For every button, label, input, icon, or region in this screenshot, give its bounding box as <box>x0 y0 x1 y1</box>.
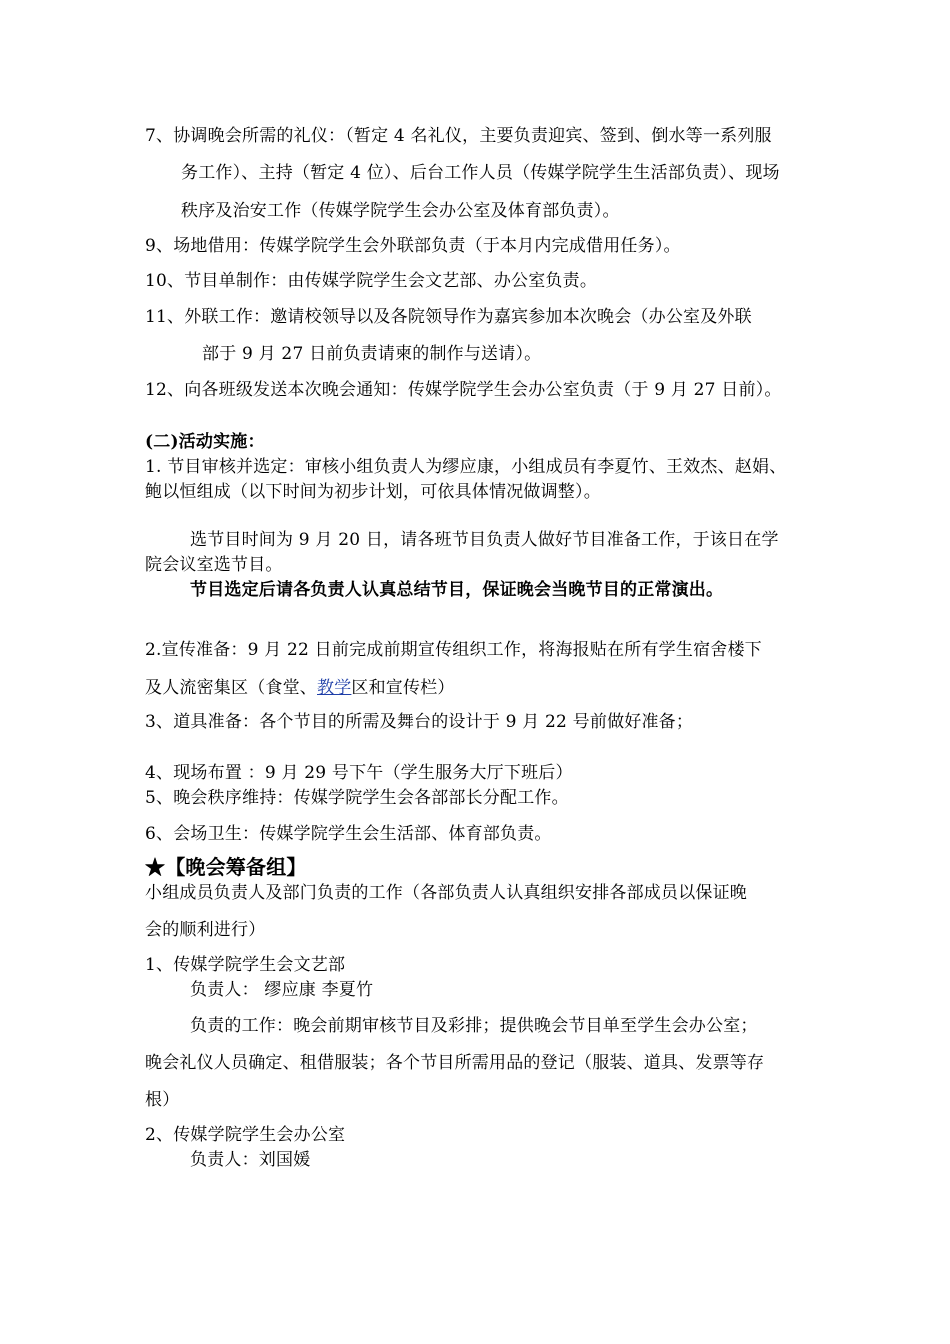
selection-time-line-2: 院会议室选节目。 <box>145 555 283 575</box>
dept-1-work-line-3: 根） <box>145 1090 180 1110</box>
publicity-line-2 <box>145 676 455 700</box>
dept-1-work-line-1: 负责的工作：晚会前期审核节目及彩排；提供晚会节目单至学生会办公室； <box>190 1016 758 1036</box>
dept-1-title: 1、传媒学院学生会文艺部 <box>145 955 346 975</box>
venue-hygiene: 6、会场卫生：传媒学院学生会生活部、体育部负责。 <box>145 824 552 844</box>
item-9: 9、场地借用：传媒学院学生会外联部负责（于本月内完成借用任务）。 <box>145 236 681 256</box>
publicity-line-2-pre: 及人流密集区（食堂、 <box>145 678 317 698</box>
teaching-link[interactable]: 教学 <box>317 678 352 698</box>
implementation-heading: (二)活动实施： <box>145 432 265 452</box>
committee-intro-line-1: 小组成员负责人及部门负责的工作（各部负责人认真组织安排各部成员以保证晚 <box>145 883 747 903</box>
item-7-line-2: 务工作）、主持（暂定 4 位）、后台工作人员（传媒学院学生生活部负责）、现场 <box>181 163 780 183</box>
item-12: 12、向各班级发送本次晚会通知：传媒学院学生会办公室负责（于 9 月 27 日前）。 <box>145 380 782 400</box>
dept-1-work-line-2: 晚会礼仪人员确定、租借服装；各个节目所需用品的登记（服装、道具、发票等存 <box>145 1053 765 1073</box>
item-7-line-1: 7、协调晚会所需的礼仪：（暂定 4 名礼仪，主要负责迎宾、签到、倒水等一系列服 <box>145 126 772 146</box>
order-maintenance: 5、晚会秩序维持：传媒学院学生会各部部长分配工作。 <box>145 788 569 808</box>
publicity-line-1: 2.宣传准备：9 月 22 日前完成前期宣传组织工作，将海报贴在所有学生宿舍楼下 <box>145 640 762 660</box>
selection-time-line-1: 选节目时间为 9 月 20 日，请各班节目负责人做好节目准备工作，于该日在学 <box>190 530 779 550</box>
review-paragraph-line-1: 1. 节目审核并选定：审核小组负责人为缪应康，小组成员有李夏竹、王效杰、赵娟、 <box>145 457 787 477</box>
item-11-line-2: 部于 9 月 27 日前负责请柬的制作与送请）。 <box>202 344 542 364</box>
props-preparation: 3、道具准备：各个节目的所需及舞台的设计于 9 月 22 号前做好准备； <box>145 712 694 732</box>
committee-intro-line-2: 会的顺利进行） <box>145 920 266 940</box>
dept-2-leader: 负责人：刘国媛 <box>190 1150 311 1170</box>
item-10: 10、节目单制作：由传媒学院学生会文艺部、办公室负责。 <box>145 271 598 291</box>
dept-1-leader: 负责人： 缪应康 李夏竹 <box>190 980 374 1000</box>
committee-heading: ★【晚会筹备组】 <box>145 855 307 879</box>
dept-2-title: 2、传媒学院学生会办公室 <box>145 1125 346 1145</box>
publicity-line-2-post: 区和宣传栏） <box>351 678 455 698</box>
item-11-line-1: 11、外联工作：邀请校领导以及各院领导作为嘉宾参加本次晚会（办公室及外联 <box>145 307 752 327</box>
selection-bold-note: 节目选定后请各负责人认真总结节目，保证晚会当晚节目的正常演出。 <box>190 580 724 600</box>
item-7-line-3: 秩序及治安工作（传媒学院学生会办公室及体育部负责）。 <box>181 201 620 221</box>
review-paragraph-line-2: 鲍以恒组成（以下时间为初步计划，可依具体情况做调整）。 <box>145 482 601 502</box>
venue-setup: 4、现场布置 ：9 月 29 号下午（学生服务大厅下班后） <box>145 763 573 783</box>
